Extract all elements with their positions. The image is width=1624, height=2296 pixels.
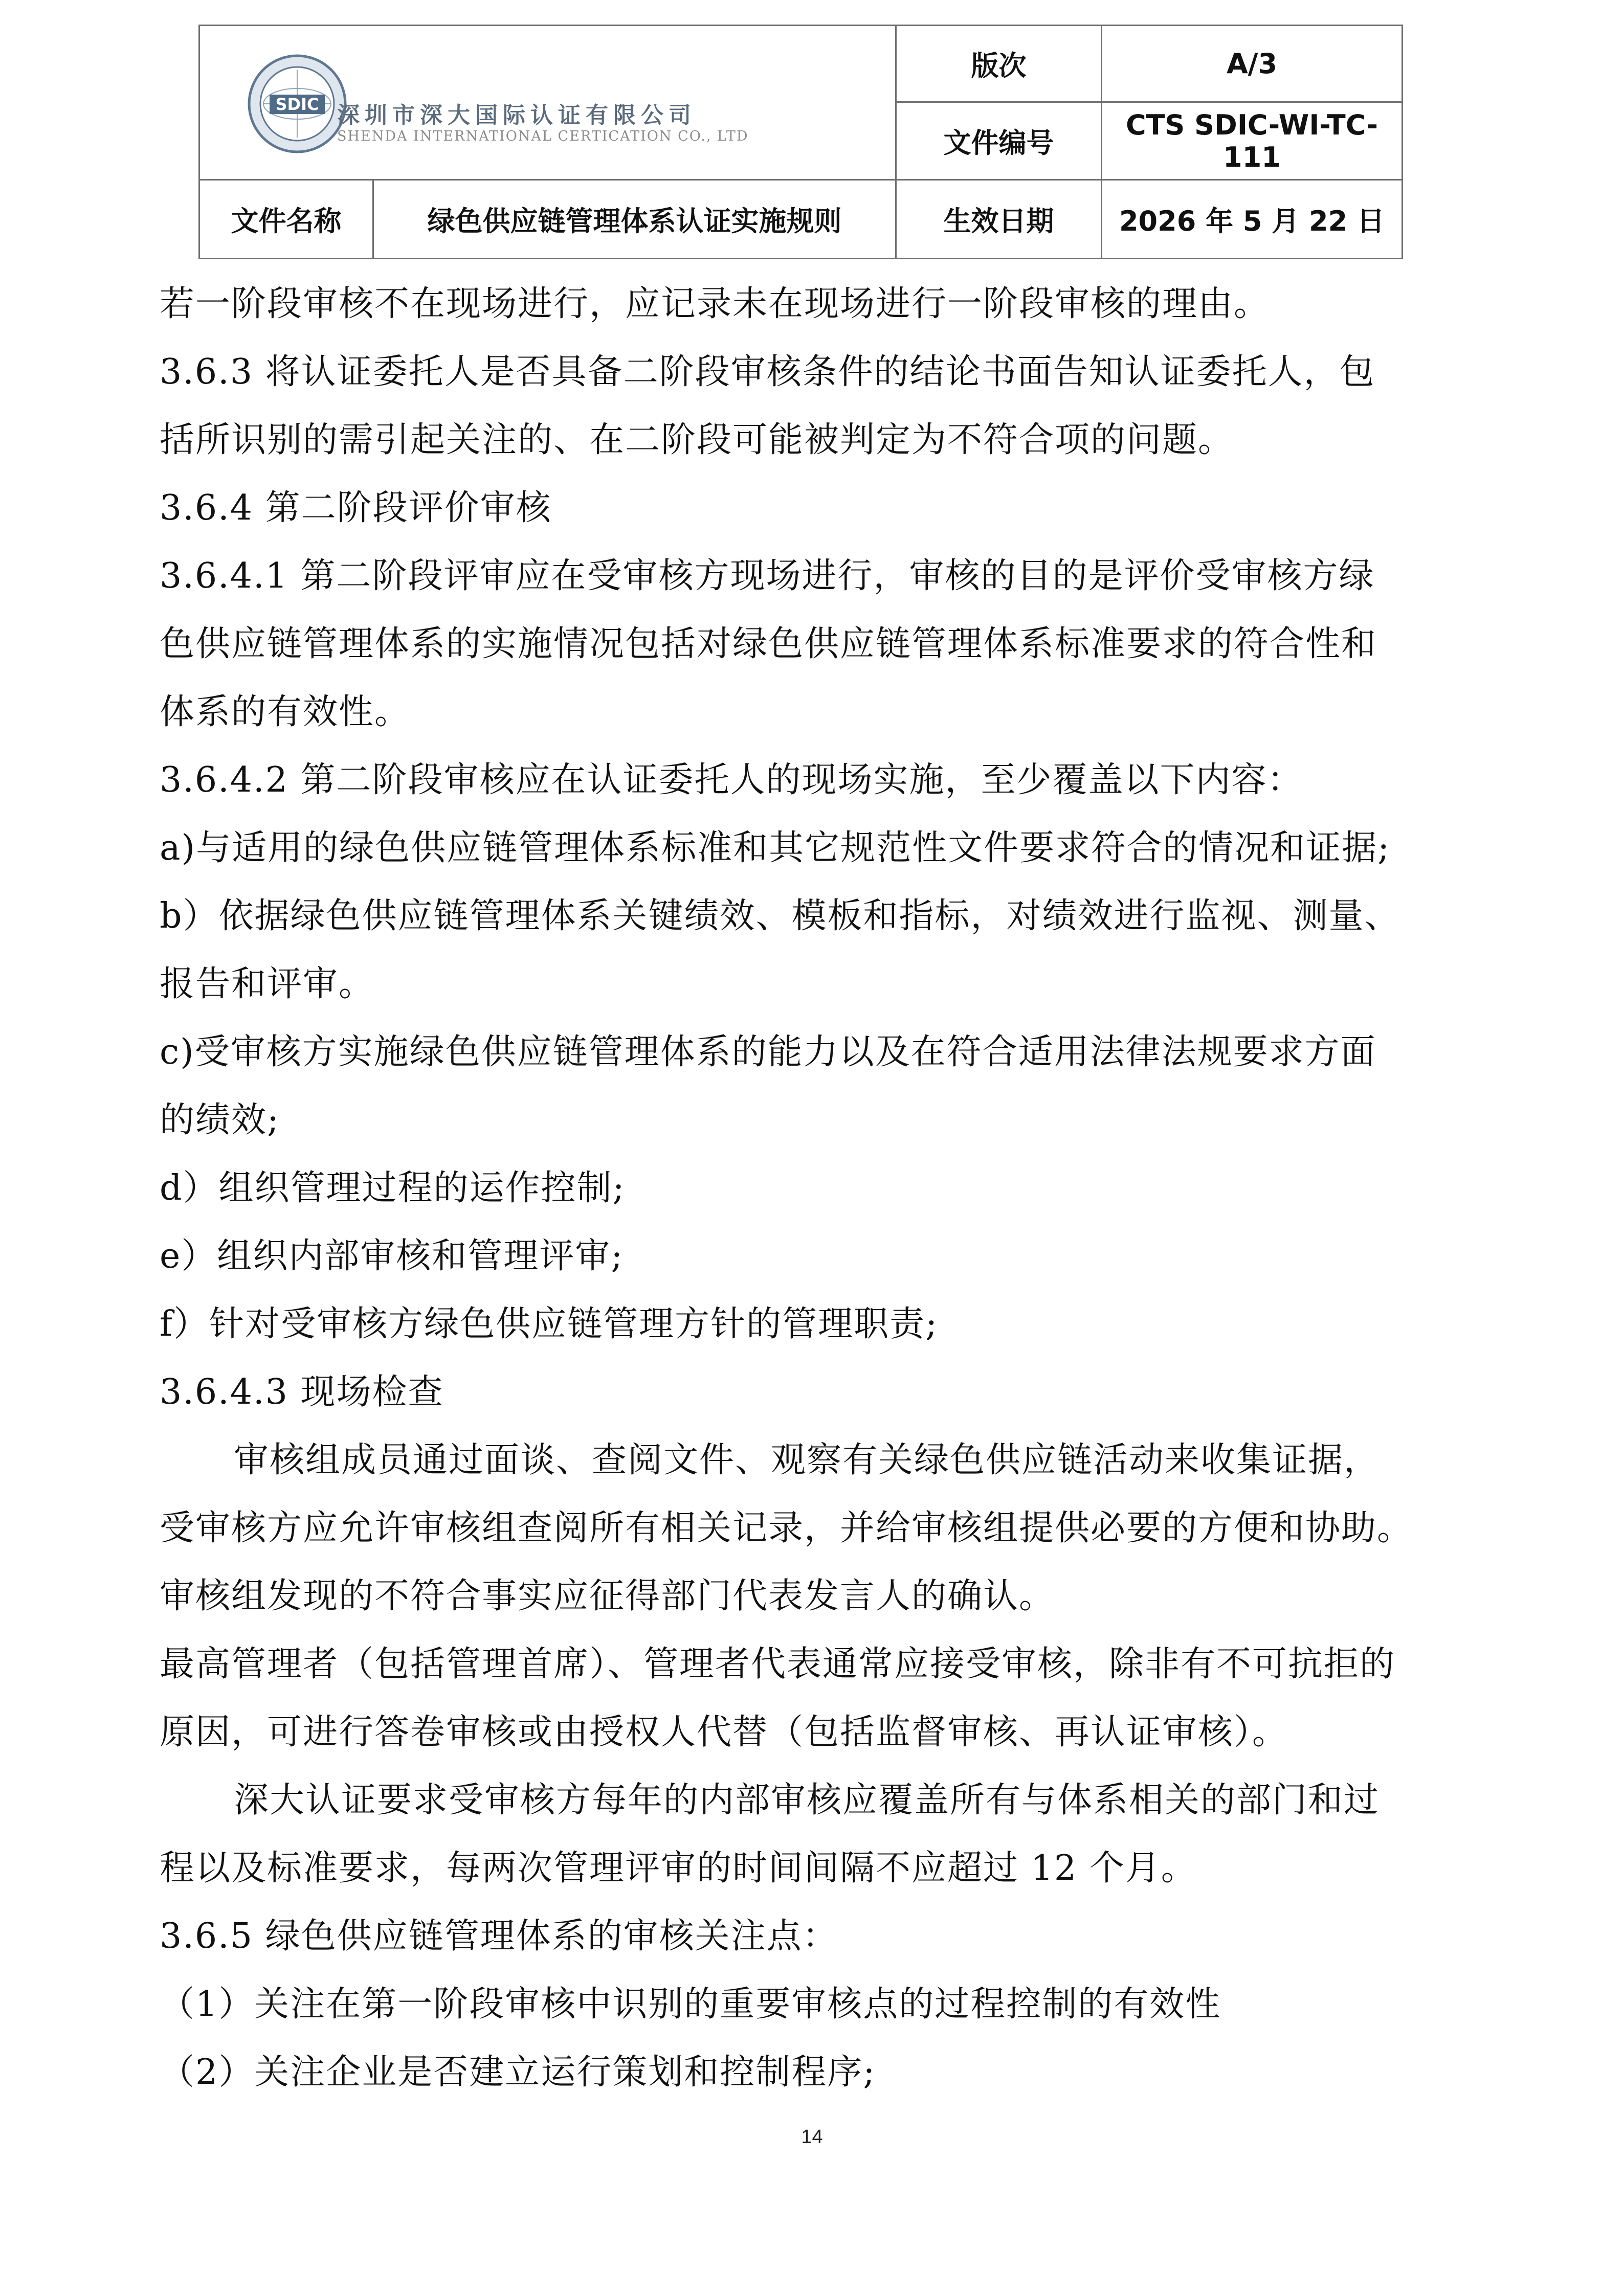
list-item: e）组织内部审核和管理评审; <box>160 1236 624 1276</box>
list-item: 报告和评审。 <box>160 964 375 1004</box>
document-header-table <box>198 25 1403 259</box>
body-line: 3.6.4.2 第二阶段审核应在认证委托人的现场实施，至少覆盖以下内容： <box>160 760 1303 800</box>
list-item: （1）关注在第一阶段审核中识别的重要审核点的过程控制的有效性 <box>160 1984 1221 2024</box>
body-line: 审核组发现的不符合事实应征得部门代表发言人的确认。 <box>160 1576 1055 1616</box>
list-item: c)受审核方实施绿色供应链管理体系的能力以及在符合适用法律法规要求方面 <box>160 1032 1376 1072</box>
section-heading: 3.6.4 第二阶段评价审核 <box>160 488 552 528</box>
body-line: 括所识别的需引起关注的、在二阶段可能被判定为不符合项的问题。 <box>160 420 1234 460</box>
body-line: 受审核方应允许审核组查阅所有相关记录，并给审核组提供必要的方便和协助。 <box>160 1508 1413 1548</box>
body-line: 审核组成员通过面谈、查阅文件、观察有关绿色供应链活动来收集证据， <box>234 1440 1380 1480</box>
section-heading: 3.6.4.3 现场检查 <box>160 1372 444 1412</box>
doc-name-value: 绿色供应链管理体系认证实施规则 <box>373 180 896 259</box>
effective-date-value: 2026 年 5 月 22 日 <box>1102 180 1403 259</box>
doc-number-label: 文件编号 <box>896 102 1102 180</box>
body-line: 3.6.4.1 第二阶段评审应在受审核方现场进行，审核的目的是评价受审核方绿 <box>160 556 1375 596</box>
company-name-cn: 深圳市深大国际认证有限公司 <box>337 102 696 128</box>
body-line: 3.6.3 将认证委托人是否具备二阶段审核条件的结论书面告知认证委托人，包 <box>160 352 1375 392</box>
company-name-en: SHENDA INTERNATIONAL CERTICATION CO., LTD <box>337 128 749 144</box>
body-line: 程以及标准要求，每两次管理评审的时间间隔不应超过 12 个月。 <box>160 1848 1197 1888</box>
document-body <box>160 270 1489 2106</box>
company-logo <box>246 53 809 160</box>
list-item: 的绩效; <box>160 1100 280 1140</box>
effective-date-label: 生效日期 <box>896 180 1102 259</box>
body-line: 若一阶段审核不在现场进行，应记录未在现场进行一阶段审核的理由。 <box>160 284 1270 324</box>
version-label: 版次 <box>896 26 1102 102</box>
body-line: 最高管理者（包括管理首席）、管理者代表通常应接受审核，除非有不可抗拒的 <box>160 1644 1396 1684</box>
body-line: 深大认证要求受审核方每年的内部审核应覆盖所有与体系相关的部门和过 <box>234 1780 1380 1820</box>
list-item: a)与适用的绿色供应链管理体系标准和其它规范性文件要求符合的情况和证据; <box>160 828 1390 868</box>
list-item: b）依据绿色供应链管理体系关键绩效、模板和指标，对绩效进行监视、测量、 <box>160 896 1400 936</box>
list-item: d）组织管理过程的运作控制; <box>160 1168 626 1208</box>
logo-text: SDIC <box>275 95 319 114</box>
body-line: 原因，可进行答卷审核或由授权人代替（包括监督审核、再认证审核）。 <box>160 1712 1288 1752</box>
company-logo-cell <box>199 26 896 180</box>
company-seal-icon <box>246 53 348 155</box>
body-line: 体系的有效性。 <box>160 692 411 732</box>
doc-number-value: CTS SDIC-WI-TC-111 <box>1102 102 1403 180</box>
version-value: A/3 <box>1102 26 1403 102</box>
body-line: 色供应链管理体系的实施情况包括对绿色供应链管理体系标准要求的符合性和 <box>160 624 1377 664</box>
doc-name-label: 文件名称 <box>199 180 373 259</box>
page-number: 14 <box>801 2126 823 2148</box>
list-item: f）针对受审核方绿色供应链管理方针的管理职责; <box>160 1304 939 1344</box>
list-item: （2）关注企业是否建立运行策划和控制程序; <box>160 2052 876 2092</box>
section-heading: 3.6.5 绿色供应链管理体系的审核关注点： <box>160 1916 838 1956</box>
